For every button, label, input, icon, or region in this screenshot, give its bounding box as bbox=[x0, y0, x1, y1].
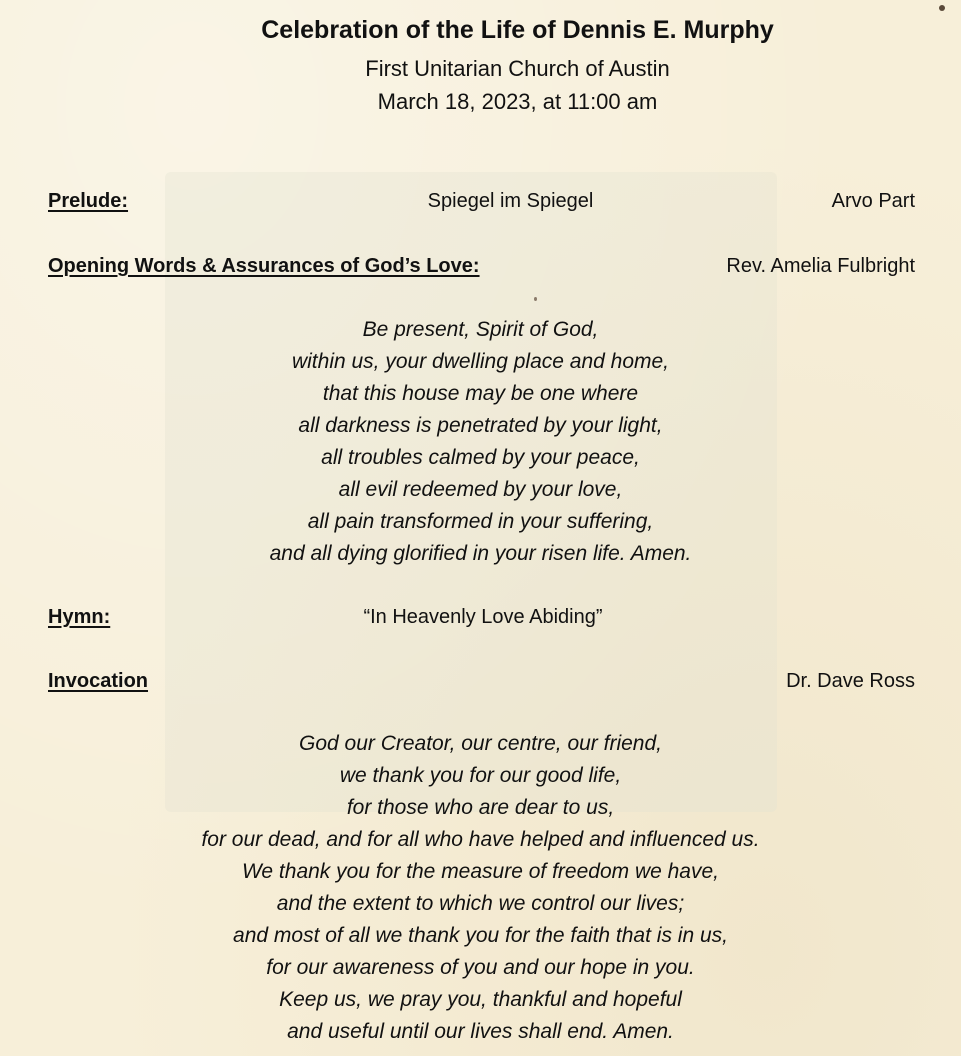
hymn-section bbox=[48, 606, 915, 640]
invocation-prayer-line: for our dead, and for all who have helped and influenced us. bbox=[201, 828, 760, 851]
opening-prayer-line: Be present, Spirit of God, bbox=[362, 318, 599, 341]
invocation-prayer-line: for those who are dear to us, bbox=[346, 796, 615, 819]
prelude-section bbox=[48, 190, 915, 224]
invocation-leader: Dr. Dave Ross bbox=[786, 670, 915, 692]
paper-speck bbox=[939, 5, 945, 11]
invocation-label: Invocation bbox=[48, 670, 149, 692]
invocation-prayer-line: and useful until our lives shall end. Amen. bbox=[287, 1020, 674, 1043]
invocation-prayer bbox=[0, 728, 961, 1048]
invocation-prayer-line: We thank you for the measure of freedom we have, bbox=[241, 860, 720, 883]
prelude-composer: Arvo Part bbox=[831, 190, 915, 212]
invocation-prayer-line: for our awareness of you and our hope in you. bbox=[266, 956, 695, 979]
opening-prayer bbox=[0, 314, 961, 570]
opening-prayer-line: that this house may be one where bbox=[322, 382, 639, 405]
prelude-piece: Spiegel im Spiegel bbox=[427, 190, 594, 212]
program-title: Celebration of the Life of Dennis E. Murphy bbox=[261, 16, 774, 44]
hymn-label: Hymn: bbox=[48, 606, 111, 628]
prelude-label: Prelude: bbox=[48, 190, 129, 212]
invocation-prayer-line: and most of all we thank you for the faith that is in us, bbox=[233, 924, 728, 947]
invocation-prayer-line: and the extent to which we control our lives; bbox=[276, 892, 685, 915]
invocation-prayer-line: God our Creator, our centre, our friend, bbox=[298, 732, 663, 755]
invocation-prayer-line: Keep us, we pray you, thankful and hopeful bbox=[279, 988, 682, 1011]
opening-prayer-line: and all dying glorified in your risen life. Amen. bbox=[269, 542, 692, 565]
opening-prayer-line: all pain transformed in your suffering, bbox=[307, 510, 654, 533]
opening-prayer-line: all troubles calmed by your peace, bbox=[321, 446, 640, 469]
invocation-prayer-line: we thank you for our good life, bbox=[339, 764, 622, 787]
opening-words-label: Opening Words & Assurances of God’s Love: bbox=[48, 255, 480, 277]
opening-words-section bbox=[48, 255, 915, 289]
opening-prayer-line: within us, your dwelling place and home, bbox=[291, 350, 670, 373]
opening-words-leader: Rev. Amelia Fulbright bbox=[726, 255, 915, 277]
invocation-section bbox=[48, 670, 915, 704]
paper-speck bbox=[534, 297, 537, 301]
program-venue: First Unitarian Church of Austin bbox=[365, 56, 670, 81]
opening-prayer-line: all evil redeemed by your love, bbox=[338, 478, 623, 501]
hymn-title: “In Heavenly Love Abiding” bbox=[363, 606, 603, 628]
opening-prayer-line: all darkness is penetrated by your light, bbox=[298, 414, 663, 437]
program-date-time: March 18, 2023, at 11:00 am bbox=[377, 89, 658, 114]
